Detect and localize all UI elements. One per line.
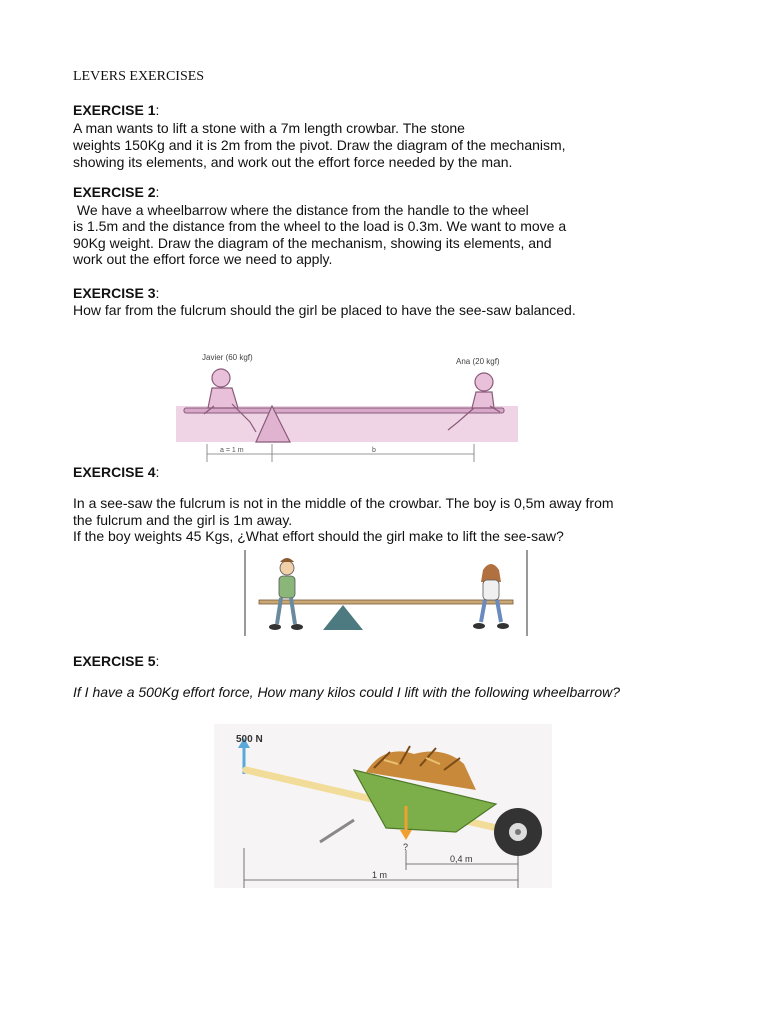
exercise-4-heading-line: EXERCISE 4: — [73, 464, 160, 480]
boy-figure-icon — [269, 558, 303, 630]
exercise-3-heading: EXERCISE 3 — [73, 285, 156, 301]
exercise-2-heading-line: EXERCISE 2: — [73, 184, 160, 200]
document-title: LEVERS EXERCISES — [73, 69, 205, 84]
exercise-5-heading: EXERCISE 5 — [73, 653, 156, 669]
seesaw-figure-exercise-3 — [174, 344, 520, 464]
seesaw-plank — [259, 600, 513, 604]
exercise-4-text-line: If the boy weights 45 Kgs, ¿What effort should the girl make to lift the see-saw? — [73, 528, 564, 544]
dimension-a-label: a = 1 m — [220, 447, 244, 454]
wheelbarrow-figure — [214, 724, 552, 888]
dimension-long-label: 1 m — [372, 870, 388, 880]
seesaw-figure-exercise-4 — [243, 548, 529, 636]
exercise-1-text-line: A man wants to lift a stone with a 7m length crowbar. The stone — [73, 120, 465, 136]
exercise-2-text-line: 90Kg weight. Draw the diagram of the mechanism, showing its elements, and — [73, 235, 552, 251]
exercise-2-text-line: is 1.5m and the distance from the wheel to the load is 0.3m. We want to move a — [73, 218, 567, 234]
exercise-4-text-line: the fulcrum and the girl is 1m away. — [73, 512, 293, 528]
exercise-4-heading: EXERCISE 4 — [73, 464, 156, 480]
label-javier: Javier (60 kgf) — [202, 353, 253, 362]
label-ana: Ana (20 kgf) — [456, 357, 500, 366]
dimension-b-label: b — [372, 447, 376, 454]
exercise-2-heading: EXERCISE 2 — [73, 184, 156, 200]
exercise-5-question: If I have a 500Kg effort force, How many kilos could I lift with the following wheelbarrow? — [73, 684, 621, 700]
exercise-2-text-line: We have a wheelbarrow where the distance from the handle to the wheel — [73, 202, 529, 218]
exercise-2-text-line: work out the effort force we need to apply. — [73, 251, 333, 267]
exercise-1-text-line: weights 150Kg and it is 2m from the pivot. Draw the diagram of the mechanism, — [73, 137, 566, 153]
unknown-load-label: ? — [403, 842, 409, 852]
exercise-1-heading: EXERCISE 1 — [73, 102, 156, 118]
exercise-1-text-line: showing its elements, and work out the effort force needed by the man. — [73, 154, 513, 170]
exercise-3-text-line: How far from the fulcrum should the girl be placed to have the see-saw balanced. — [73, 302, 576, 318]
exercise-4-text-line: In a see-saw the fulcrum is not in the middle of the crowbar. The boy is 0,5m away from — [73, 495, 614, 511]
fulcrum-icon — [323, 605, 363, 630]
force-label: 500 N — [236, 734, 263, 745]
dimension-short-label: 0,4 m — [450, 854, 473, 864]
seesaw-plank — [184, 408, 504, 413]
exercise-3-heading-line: EXERCISE 3: — [73, 285, 160, 301]
girl-figure-icon — [473, 564, 509, 629]
exercise-1-heading-line: EXERCISE 1: — [73, 102, 160, 118]
exercise-5-heading-line: EXERCISE 5: — [73, 653, 160, 669]
